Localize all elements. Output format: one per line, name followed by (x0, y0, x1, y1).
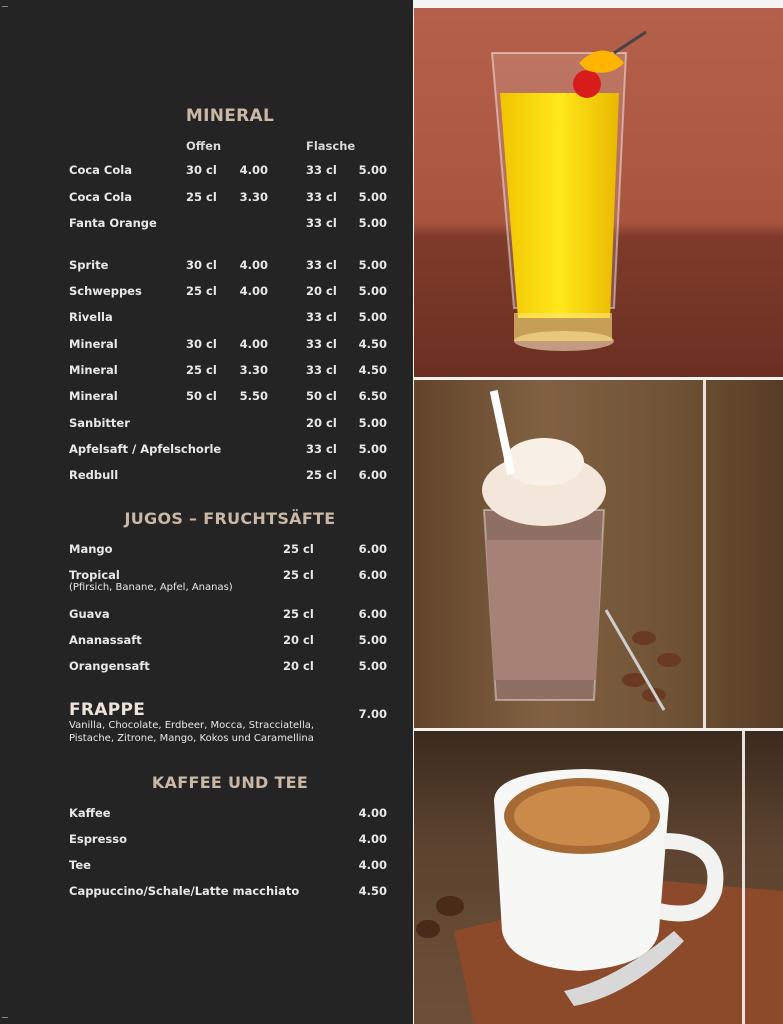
size-bottle: 50 cl (306, 389, 337, 403)
item-detail: (Pfirsich, Banane, Apfel, Ananas) (69, 582, 233, 593)
section-title-frappe: FRAPPE (69, 700, 146, 720)
section-title-jugos: JUGOS – FRUCHTSÄFTE (124, 509, 336, 528)
column-header-offen: Offen (186, 139, 222, 153)
item-name: Coca Cola (69, 190, 132, 204)
item-price: 6.00 (358, 568, 387, 582)
item-name: Tee (69, 858, 91, 872)
size-open: 25 cl (186, 363, 217, 377)
price-open: 4.00 (239, 258, 268, 272)
price-bottle: 6.00 (358, 468, 387, 482)
item-name: Apfelsaft / Apfelschorle (69, 442, 222, 456)
item-price: 6.00 (358, 607, 387, 621)
item-price: 4.00 (358, 832, 387, 846)
price-bottle: 4.50 (358, 337, 387, 351)
item-name: Rivella (69, 310, 113, 324)
price-bottle: 5.00 (358, 216, 387, 230)
item-size: 25 cl (283, 568, 314, 582)
size-open: 30 cl (186, 258, 217, 272)
price-bottle: 5.00 (358, 258, 387, 272)
section-title-mineral: MINERAL (185, 106, 275, 126)
item-price: 4.00 (358, 806, 387, 820)
item-name: Coca Cola (69, 163, 132, 177)
size-bottle: 33 cl (306, 258, 337, 272)
size-bottle: 33 cl (306, 442, 337, 456)
item-name: Guava (69, 607, 110, 621)
item-size: 20 cl (283, 659, 314, 673)
price-open: 4.00 (239, 163, 268, 177)
price-bottle: 6.50 (358, 389, 387, 403)
orange-juice-illustration (414, 8, 783, 377)
frappe-flavors-line-1: Vanilla, Chocolate, Erdbeer, Mocca, Stracciatella, (69, 720, 315, 731)
price-bottle: 5.00 (358, 190, 387, 204)
item-size: 25 cl (283, 607, 314, 621)
item-name: Mango (69, 542, 113, 556)
size-bottle: 25 cl (306, 468, 337, 482)
size-bottle: 33 cl (306, 190, 337, 204)
frappe-illustration (414, 380, 783, 728)
size-bottle: 20 cl (306, 284, 337, 298)
frappe-price: 7.00 (358, 707, 387, 721)
size-open: 25 cl (186, 284, 217, 298)
item-price: 6.00 (358, 542, 387, 556)
price-bottle: 5.00 (358, 310, 387, 324)
size-open: 30 cl (186, 337, 217, 351)
item-name: Cappuccino/Schale/Latte macchiato (69, 884, 300, 898)
item-name: Ananassaft (69, 633, 142, 647)
item-size: 20 cl (283, 633, 314, 647)
price-open: 4.00 (239, 337, 268, 351)
item-name: Sanbitter (69, 416, 130, 430)
size-bottle: 33 cl (306, 216, 337, 230)
item-price: 4.00 (358, 858, 387, 872)
frappe-flavors-line-2: Pistache, Zitrone, Mango, Kokos und Caramellina (69, 733, 314, 744)
item-name: Mineral (69, 389, 118, 403)
item-name: Orangensaft (69, 659, 150, 673)
column-header-flasche: Flasche (306, 139, 356, 153)
size-bottle: 33 cl (306, 337, 337, 351)
item-price: 5.00 (358, 659, 387, 673)
price-bottle: 5.00 (358, 163, 387, 177)
top-margin (413, 0, 783, 8)
photo-divider (703, 380, 706, 728)
item-name: Redbull (69, 468, 119, 482)
item-name: Fanta Orange (69, 216, 157, 230)
item-name: Mineral (69, 337, 118, 351)
item-name: Tropical (69, 568, 120, 582)
price-bottle: 5.00 (358, 442, 387, 456)
size-bottle: 33 cl (306, 363, 337, 377)
price-bottle: 4.50 (358, 363, 387, 377)
photo-orange-juice (414, 8, 783, 377)
price-open: 3.30 (239, 363, 268, 377)
photo-divider (742, 731, 745, 1024)
size-open: 25 cl (186, 190, 217, 204)
item-price: 5.00 (358, 633, 387, 647)
espresso-illustration (414, 731, 783, 1024)
size-open: 50 cl (186, 389, 217, 403)
item-name: Espresso (69, 832, 127, 846)
photo-espresso (414, 731, 783, 1024)
item-size: 25 cl (283, 542, 314, 556)
price-bottle: 5.00 (358, 416, 387, 430)
size-bottle: 33 cl (306, 163, 337, 177)
section-title-kaffee: KAFFEE UND TEE (151, 773, 309, 792)
item-name: Sprite (69, 258, 109, 272)
size-bottle: 33 cl (306, 310, 337, 324)
price-open: 4.00 (239, 284, 268, 298)
size-bottle: 20 cl (306, 416, 337, 430)
size-open: 30 cl (186, 163, 217, 177)
item-name: Mineral (69, 363, 118, 377)
item-price: 4.50 (358, 884, 387, 898)
price-open: 3.30 (239, 190, 268, 204)
crop-mark (2, 6, 8, 13)
price-bottle: 5.00 (358, 284, 387, 298)
photo-frappe (414, 380, 783, 728)
price-open: 5.50 (239, 389, 268, 403)
item-name: Kaffee (69, 806, 111, 820)
item-name: Schweppes (69, 284, 142, 298)
crop-mark (2, 1011, 8, 1018)
